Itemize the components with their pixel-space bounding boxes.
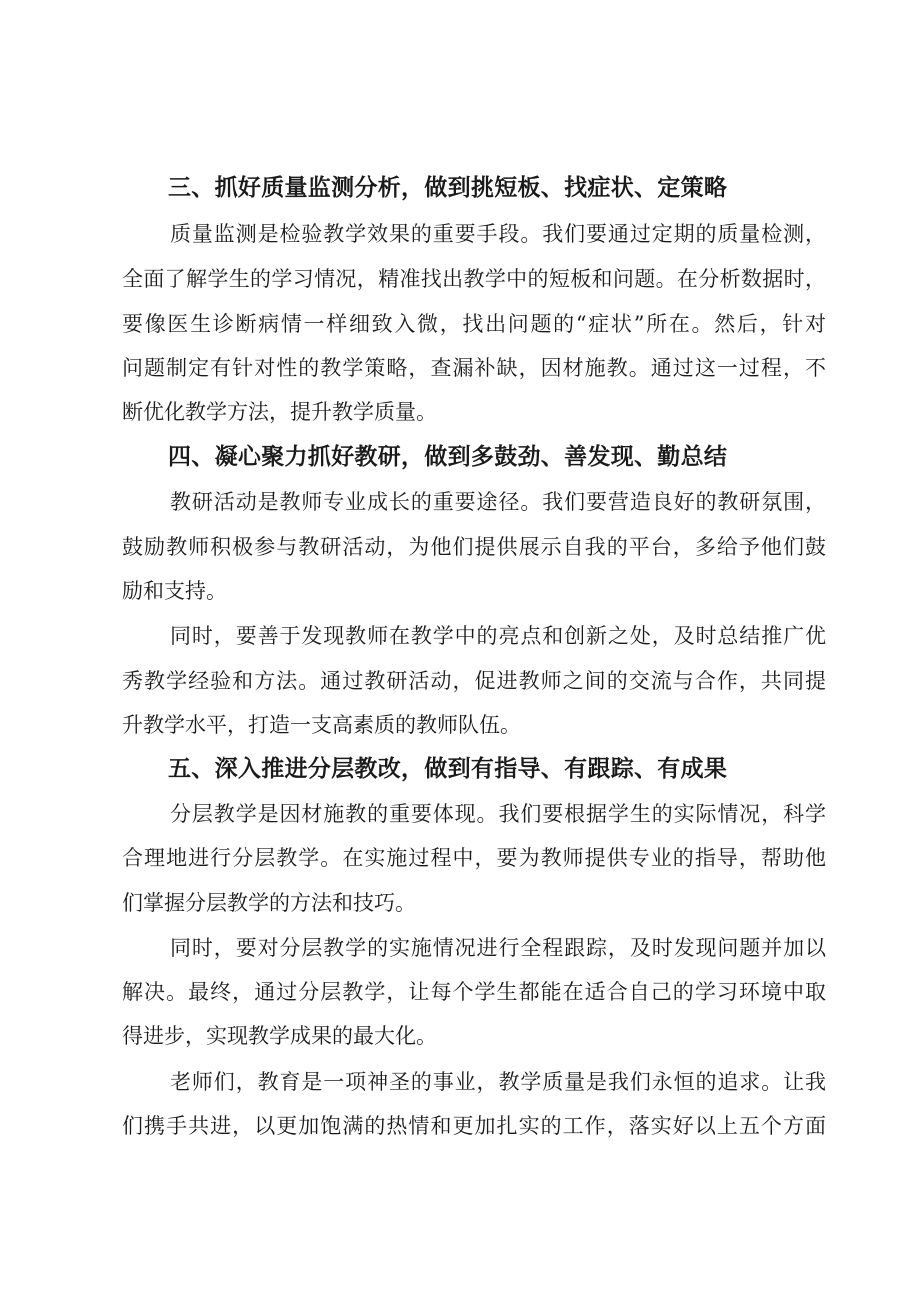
paragraph-line: 要像医生诊断病情一样细致入微，找出问题的“症状”所在。然后，针对 [122, 312, 826, 336]
section-heading: 五、深入推进分层教改，做到有指导、有跟踪、有成果 [168, 756, 728, 782]
paragraph-line: 分层教学是因材施教的重要体现。我们要根据学生的实际情况，科学 [170, 802, 826, 826]
paragraph-line: 老师们，教育是一项神圣的事业，教学质量是我们永恒的追求。让我 [170, 1070, 826, 1094]
paragraph-line: 励和支持。 [122, 579, 227, 603]
paragraph-line: 同时，要对分层教学的实施情况进行全程跟踪，及时发现问题并加以 [170, 936, 826, 960]
paragraph-line: 得进步，实现教学成果的最大化。 [122, 1024, 437, 1048]
paragraph-line: 全面了解学生的学习情况，精准找出教学中的短板和问题。在分析数据时， [122, 267, 826, 291]
paragraph-line: 断优化教学方法，提升教学质量。 [122, 400, 437, 424]
paragraph-line: 解决。最终，通过分层教学，让每个学生都能在适合自己的学习环境中取 [122, 980, 826, 1004]
section-heading: 三、抓好质量监测分析，做到挑短板、找症状、定策略 [168, 175, 728, 201]
paragraph-line: 鼓励教师积极参与教研活动，为他们提供展示自我的平台，多给予他们鼓 [122, 535, 826, 559]
paragraph-line: 合理地进行分层教学。在实施过程中，要为教师提供专业的指导，帮助他 [122, 846, 826, 870]
paragraph-line: 们掌握分层教学的方法和技巧。 [122, 891, 416, 915]
paragraph-line: 教研活动是教师专业成长的重要途径。我们要营造良好的教研氛围， [170, 490, 826, 514]
paragraph-line: 问题制定有针对性的教学策略，查漏补缺，因材施教。通过这一过程，不 [122, 356, 826, 380]
paragraph-line: 升教学水平，打造一支高素质的教师队伍。 [122, 713, 521, 737]
paragraph-line: 秀教学经验和方法。通过教研活动，促进教师之间的交流与合作，共同提 [122, 669, 826, 693]
paragraph-line: 同时，要善于发现教师在教学中的亮点和创新之处，及时总结推广优 [170, 624, 826, 648]
paragraph-line: 们携手共进，以更加饱满的热情和更加扎实的工作，落实好以上五个方面 [122, 1114, 826, 1138]
section-heading: 四、凝心聚力抓好教研，做到多鼓劲、善发现、勤总结 [168, 444, 728, 470]
paragraph-line: 质量监测是检验教学效果的重要手段。我们要通过定期的质量检测， [170, 222, 826, 246]
